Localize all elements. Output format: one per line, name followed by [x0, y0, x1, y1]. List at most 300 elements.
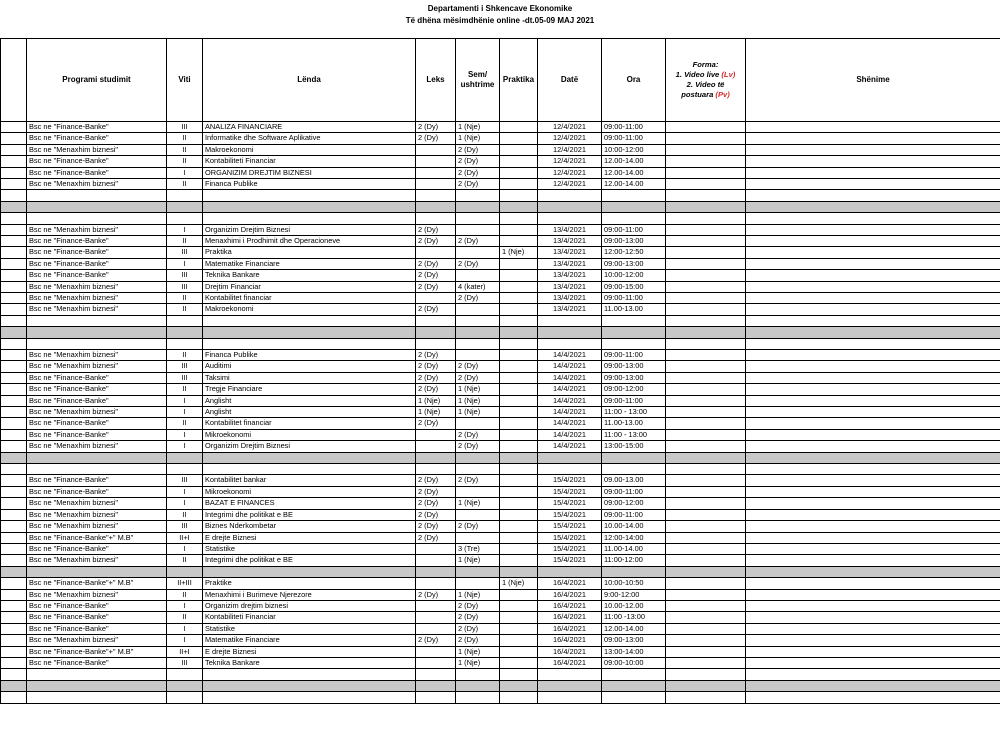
cell-index — [1, 156, 27, 167]
cell-ora: 10:00-12:00 — [602, 270, 666, 281]
cell-viti: II — [167, 612, 203, 623]
cell-index — [1, 247, 27, 258]
cell-viti: I — [167, 167, 203, 178]
cell-praktika — [500, 213, 538, 224]
cell-praktika: 1 (Nje) — [500, 578, 538, 589]
cell-programi: Bsc ne "Finance-Banke" — [27, 612, 167, 623]
cell-sem — [456, 566, 500, 577]
cell-praktika — [500, 304, 538, 315]
cell-leks — [416, 566, 456, 577]
cell-ora — [602, 452, 666, 463]
cell-viti: II — [167, 236, 203, 247]
cell-lenda: Anglisht — [203, 395, 416, 406]
cell-index — [1, 589, 27, 600]
cell-sem: 2 (Dy) — [456, 361, 500, 372]
forma-line3: postuara — [681, 90, 714, 99]
cell-forma — [666, 532, 746, 543]
cell-leks — [416, 555, 456, 566]
cell-praktika — [500, 270, 538, 281]
table-row — [1, 395, 1000, 406]
cell-shenime — [746, 486, 1000, 497]
cell-date: 14/4/2021 — [538, 429, 602, 440]
cell-index — [1, 179, 27, 190]
cell-date: 13/4/2021 — [538, 247, 602, 258]
cell-sem — [456, 247, 500, 258]
cell-programi: Bsc ne "Finance-Banke"+" M.B" — [27, 578, 167, 589]
cell-lenda: Integrimi dhe politikat e BE — [203, 555, 416, 566]
cell-forma — [666, 509, 746, 520]
cell-date: 12/4/2021 — [538, 122, 602, 133]
cell-forma — [666, 327, 746, 338]
cell-date — [538, 201, 602, 212]
cell-viti: I — [167, 407, 203, 418]
cell-ora — [602, 213, 666, 224]
cell-index — [1, 623, 27, 634]
cell-leks: 2 (Dy) — [416, 122, 456, 133]
cell-forma — [666, 635, 746, 646]
cell-programi: Bsc ne "Menaxhim biznesi" — [27, 635, 167, 646]
cell-ora: 09:00-15:00 — [602, 281, 666, 292]
cell-programi: Bsc ne "Menaxhim biznesi" — [27, 144, 167, 155]
cell-index — [1, 293, 27, 304]
cell-forma — [666, 270, 746, 281]
cell-praktika — [500, 395, 538, 406]
cell-programi — [27, 669, 167, 680]
cell-viti: II+I — [167, 532, 203, 543]
cell-sem: 1 (Nje) — [456, 384, 500, 395]
cell-viti: II — [167, 589, 203, 600]
cell-sem: 1 (Nje) — [456, 498, 500, 509]
table-row — [1, 361, 1000, 372]
cell-index — [1, 338, 27, 349]
cell-ora: 13:00-15:00 — [602, 441, 666, 452]
cell-sem — [456, 270, 500, 281]
cell-date: 13/4/2021 — [538, 270, 602, 281]
cell-forma — [666, 258, 746, 269]
cell-praktika — [500, 680, 538, 691]
cell-shenime — [746, 429, 1000, 440]
cell-praktika — [500, 372, 538, 383]
cell-praktika — [500, 167, 538, 178]
cell-lenda: Matematike Financiare — [203, 258, 416, 269]
separator-row — [1, 201, 1000, 212]
cell-date: 13/4/2021 — [538, 293, 602, 304]
cell-forma — [666, 167, 746, 178]
cell-ora: 09:00-13:00 — [602, 372, 666, 383]
cell-leks — [416, 338, 456, 349]
cell-index — [1, 532, 27, 543]
cell-viti: III — [167, 247, 203, 258]
cell-lenda: Menaxhimi i Prodhimit dhe Operacioneve — [203, 236, 416, 247]
table-row — [1, 167, 1000, 178]
cell-viti: I — [167, 600, 203, 611]
cell-shenime — [746, 669, 1000, 680]
cell-programi — [27, 680, 167, 691]
cell-forma — [666, 680, 746, 691]
cell-viti: III — [167, 122, 203, 133]
cell-lenda: Makroekonomi — [203, 144, 416, 155]
cell-praktika — [500, 657, 538, 668]
cell-sem — [456, 669, 500, 680]
cell-leks — [416, 646, 456, 657]
cell-date: 15/4/2021 — [538, 498, 602, 509]
cell-index — [1, 281, 27, 292]
cell-sem — [456, 418, 500, 429]
cell-forma — [666, 304, 746, 315]
cell-viti — [167, 338, 203, 349]
cell-praktika — [500, 623, 538, 634]
cell-praktika: 1 (Nje) — [500, 247, 538, 258]
cell-praktika — [500, 635, 538, 646]
table-row — [1, 623, 1000, 634]
cell-shenime — [746, 612, 1000, 623]
cell-leks: 2 (Dy) — [416, 589, 456, 600]
cell-programi — [27, 213, 167, 224]
cell-shenime — [746, 293, 1000, 304]
cell-sem: 1 (Nje) — [456, 395, 500, 406]
cell-sem — [456, 680, 500, 691]
cell-ora: 09:00-13:00 — [602, 635, 666, 646]
cell-forma — [666, 498, 746, 509]
cell-viti — [167, 452, 203, 463]
cell-sem: 2 (Dy) — [456, 258, 500, 269]
cell-index — [1, 464, 27, 475]
separator-row — [1, 327, 1000, 338]
cell-forma — [666, 464, 746, 475]
cell-praktika — [500, 521, 538, 532]
cell-praktika — [500, 224, 538, 235]
cell-index — [1, 384, 27, 395]
cell-programi: Bsc ne "Menaxhim biznesi" — [27, 521, 167, 532]
cell-forma — [666, 144, 746, 155]
table-row — [1, 122, 1000, 133]
cell-leks — [416, 680, 456, 691]
cell-date: 14/4/2021 — [538, 384, 602, 395]
cell-praktika — [500, 555, 538, 566]
table-row — [1, 236, 1000, 247]
cell-lenda: Praktike — [203, 578, 416, 589]
cell-index — [1, 224, 27, 235]
cell-date: 15/4/2021 — [538, 521, 602, 532]
col-header-forma — [666, 39, 746, 122]
cell-lenda: Financa Publike — [203, 350, 416, 361]
cell-praktika — [500, 258, 538, 269]
cell-programi: Bsc ne "Menaxhim biznesi" — [27, 555, 167, 566]
cell-lenda: Tregje Financiare — [203, 384, 416, 395]
cell-sem: 2 (Dy) — [456, 429, 500, 440]
cell-sem — [456, 509, 500, 520]
cell-programi: Bsc ne "Finance-Banke" — [27, 236, 167, 247]
cell-lenda: Taksimi — [203, 372, 416, 383]
col-header-praktika: Praktika — [500, 39, 538, 122]
cell-shenime — [746, 589, 1000, 600]
cell-programi: Bsc ne "Finance-Banke" — [27, 133, 167, 144]
cell-index — [1, 361, 27, 372]
cell-viti: II — [167, 133, 203, 144]
table-row — [1, 555, 1000, 566]
cell-forma — [666, 247, 746, 258]
cell-sem: 2 (Dy) — [456, 236, 500, 247]
cell-lenda — [203, 680, 416, 691]
cell-lenda — [203, 692, 416, 703]
cell-praktika — [500, 327, 538, 338]
cell-shenime — [746, 224, 1000, 235]
cell-leks: 2 (Dy) — [416, 475, 456, 486]
cell-sem: 1 (Nje) — [456, 646, 500, 657]
cell-ora: 11:00-12:00 — [602, 555, 666, 566]
cell-programi: Bsc ne "Menaxhim biznesi" — [27, 179, 167, 190]
cell-lenda: E drejte Biznesi — [203, 646, 416, 657]
cell-index — [1, 304, 27, 315]
cell-shenime — [746, 680, 1000, 691]
cell-ora: 9:00-12:00 — [602, 589, 666, 600]
cell-forma — [666, 623, 746, 634]
cell-ora — [602, 327, 666, 338]
cell-programi: Bsc ne "Finance-Banke" — [27, 258, 167, 269]
header-row — [1, 39, 1000, 122]
cell-praktika — [500, 669, 538, 680]
table-row — [1, 498, 1000, 509]
cell-index — [1, 646, 27, 657]
col-header-date: Datë — [538, 39, 602, 122]
cell-lenda — [203, 315, 416, 326]
cell-leks — [416, 452, 456, 463]
cell-leks — [416, 213, 456, 224]
cell-date: 16/4/2021 — [538, 589, 602, 600]
cell-shenime — [746, 532, 1000, 543]
cell-leks — [416, 578, 456, 589]
cell-date: 13/4/2021 — [538, 236, 602, 247]
cell-lenda: Kontabilitet financiar — [203, 293, 416, 304]
cell-index — [1, 555, 27, 566]
cell-index — [1, 486, 27, 497]
cell-leks: 2 (Dy) — [416, 258, 456, 269]
cell-sem — [456, 224, 500, 235]
cell-leks: 2 (Dy) — [416, 236, 456, 247]
cell-sem: 3 (Tre) — [456, 543, 500, 554]
blank-row — [1, 315, 1000, 326]
cell-viti — [167, 680, 203, 691]
cell-sem: 1 (Nje) — [456, 657, 500, 668]
cell-leks — [416, 247, 456, 258]
cell-programi: Bsc ne "Finance-Banke"+" M.B" — [27, 646, 167, 657]
cell-forma — [666, 543, 746, 554]
cell-sem: 2 (Dy) — [456, 167, 500, 178]
cell-date: 15/4/2021 — [538, 475, 602, 486]
table-row — [1, 144, 1000, 155]
cell-shenime — [746, 338, 1000, 349]
cell-date — [538, 692, 602, 703]
cell-programi: Bsc ne "Finance-Banke" — [27, 372, 167, 383]
cell-index — [1, 669, 27, 680]
cell-lenda: Makroekonomi — [203, 304, 416, 315]
cell-index — [1, 680, 27, 691]
blank-row — [1, 669, 1000, 680]
cell-praktika — [500, 407, 538, 418]
cell-lenda — [203, 338, 416, 349]
cell-viti: II+I — [167, 646, 203, 657]
cell-leks — [416, 144, 456, 155]
cell-leks — [416, 179, 456, 190]
cell-date: 14/4/2021 — [538, 361, 602, 372]
cell-leks: 2 (Dy) — [416, 304, 456, 315]
cell-ora — [602, 566, 666, 577]
cell-ora — [602, 338, 666, 349]
cell-index — [1, 315, 27, 326]
cell-lenda: Organizim drejtim biznesi — [203, 600, 416, 611]
cell-shenime — [746, 692, 1000, 703]
table-row — [1, 600, 1000, 611]
cell-sem: 2 (Dy) — [456, 144, 500, 155]
cell-ora — [602, 669, 666, 680]
cell-lenda — [203, 190, 416, 201]
cell-shenime — [746, 498, 1000, 509]
cell-programi: Bsc ne "Menaxhim biznesi" — [27, 361, 167, 372]
cell-ora — [602, 190, 666, 201]
cell-leks: 2 (Dy) — [416, 361, 456, 372]
cell-forma — [666, 669, 746, 680]
cell-index — [1, 133, 27, 144]
table-row — [1, 509, 1000, 520]
cell-leks: 2 (Dy) — [416, 521, 456, 532]
cell-ora: 12.00-14.00 — [602, 179, 666, 190]
cell-lenda: Kontabiliteti Financiar — [203, 156, 416, 167]
cell-date: 15/4/2021 — [538, 486, 602, 497]
cell-sem: 2 (Dy) — [456, 293, 500, 304]
table-row — [1, 304, 1000, 315]
cell-programi: Bsc ne "Menaxhim biznesi" — [27, 293, 167, 304]
cell-forma — [666, 452, 746, 463]
cell-forma — [666, 281, 746, 292]
cell-date: 16/4/2021 — [538, 578, 602, 589]
cell-leks — [416, 156, 456, 167]
cell-shenime — [746, 395, 1000, 406]
cell-ora: 11.00-14.00 — [602, 543, 666, 554]
cell-viti — [167, 692, 203, 703]
cell-index — [1, 578, 27, 589]
cell-date: 16/4/2021 — [538, 646, 602, 657]
cell-shenime — [746, 201, 1000, 212]
cell-programi — [27, 464, 167, 475]
cell-programi: Bsc ne "Finance-Banke" — [27, 657, 167, 668]
cell-shenime — [746, 452, 1000, 463]
cell-programi: Bsc ne "Menaxhim biznesi" — [27, 350, 167, 361]
cell-lenda: Biznes Nderkombetar — [203, 521, 416, 532]
cell-programi: Bsc ne "Finance-Banke" — [27, 543, 167, 554]
cell-shenime — [746, 122, 1000, 133]
table-row — [1, 657, 1000, 668]
table-row — [1, 270, 1000, 281]
cell-praktika — [500, 338, 538, 349]
col-header-sem — [456, 39, 500, 122]
cell-shenime — [746, 315, 1000, 326]
cell-shenime — [746, 384, 1000, 395]
cell-lenda: Praktika — [203, 247, 416, 258]
cell-shenime — [746, 327, 1000, 338]
cell-date: 13/4/2021 — [538, 258, 602, 269]
cell-viti: II — [167, 418, 203, 429]
cell-praktika — [500, 361, 538, 372]
cell-index — [1, 258, 27, 269]
cell-viti: III — [167, 521, 203, 532]
cell-shenime — [746, 623, 1000, 634]
cell-ora: 12:00-14:00 — [602, 532, 666, 543]
table-row — [1, 281, 1000, 292]
cell-viti: II — [167, 555, 203, 566]
table-row — [1, 179, 1000, 190]
cell-index — [1, 327, 27, 338]
cell-viti: I — [167, 498, 203, 509]
cell-date: 14/4/2021 — [538, 407, 602, 418]
cell-programi: Bsc ne "Finance-Banke" — [27, 270, 167, 281]
cell-sem: 2 (Dy) — [456, 600, 500, 611]
cell-leks — [416, 543, 456, 554]
cell-leks — [416, 669, 456, 680]
cell-date — [538, 190, 602, 201]
cell-forma — [666, 600, 746, 611]
cell-sem: 2 (Dy) — [456, 521, 500, 532]
cell-praktika — [500, 190, 538, 201]
cell-shenime — [746, 190, 1000, 201]
cell-ora: 09:00-11:00 — [602, 486, 666, 497]
cell-viti — [167, 669, 203, 680]
cell-praktika — [500, 646, 538, 657]
cell-praktika — [500, 281, 538, 292]
cell-sem — [456, 338, 500, 349]
cell-programi: Bsc ne "Finance-Banke" — [27, 384, 167, 395]
cell-viti: I — [167, 543, 203, 554]
cell-programi: Bsc ne "Finance-Banke" — [27, 486, 167, 497]
cell-date: 12/4/2021 — [538, 156, 602, 167]
cell-praktika — [500, 543, 538, 554]
cell-ora: 12.00-14.00 — [602, 156, 666, 167]
document-title: Departamenti i Shkencave Ekonomike — [427, 4, 573, 13]
cell-date: 13/4/2021 — [538, 281, 602, 292]
cell-leks — [416, 612, 456, 623]
cell-lenda: Organizim Drejtim Biznesi — [203, 224, 416, 235]
forma-line1-code: (Lv) — [721, 70, 736, 79]
cell-ora: 10:00-10:50 — [602, 578, 666, 589]
cell-leks — [416, 692, 456, 703]
cell-viti — [167, 315, 203, 326]
cell-date: 16/4/2021 — [538, 612, 602, 623]
cell-praktika — [500, 156, 538, 167]
cell-viti: II — [167, 509, 203, 520]
table-row — [1, 521, 1000, 532]
cell-lenda: ANALIZA FINANCIARE — [203, 122, 416, 133]
cell-viti: II — [167, 384, 203, 395]
table-row — [1, 293, 1000, 304]
cell-praktika — [500, 464, 538, 475]
cell-index — [1, 213, 27, 224]
cell-programi: Bsc ne "Finance-Banke" — [27, 475, 167, 486]
cell-date — [538, 338, 602, 349]
cell-shenime — [746, 418, 1000, 429]
cell-sem — [456, 201, 500, 212]
cell-index — [1, 270, 27, 281]
cell-viti: I — [167, 258, 203, 269]
cell-leks — [416, 201, 456, 212]
cell-forma — [666, 179, 746, 190]
cell-programi — [27, 338, 167, 349]
cell-viti: II — [167, 350, 203, 361]
forma-line2: 2. Video të — [686, 80, 725, 89]
cell-praktika — [500, 144, 538, 155]
cell-programi: Bsc ne "Finance-Banke" — [27, 623, 167, 634]
cell-programi: Bsc ne "Menaxhim biznesi" — [27, 498, 167, 509]
cell-lenda — [203, 452, 416, 463]
cell-ora: 12:00-12:50 — [602, 247, 666, 258]
